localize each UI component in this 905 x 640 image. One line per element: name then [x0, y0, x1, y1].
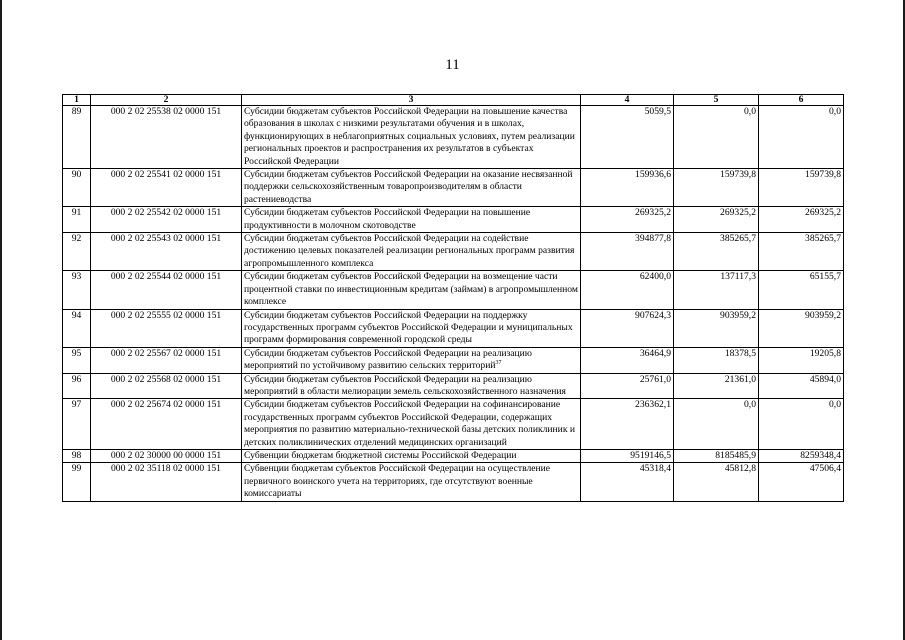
table-row: [63, 271, 844, 309]
value-col6-cell: 159739,8: [759, 169, 844, 207]
value-col6-cell: 0,0: [759, 106, 844, 169]
column-header: 5: [674, 95, 759, 106]
column-header: 2: [91, 95, 242, 106]
value-col5-cell: 903959,2: [674, 309, 759, 347]
budget-code-cell: 000 2 02 25674 02 0000 151: [91, 399, 242, 450]
row-number-cell: 98: [63, 449, 91, 462]
footnote-marker: 37: [495, 359, 502, 366]
value-col4-cell: 236362,1: [581, 399, 674, 450]
row-number-cell: 91: [63, 207, 91, 233]
value-col4-cell: 62400,0: [581, 271, 674, 309]
table-body: [63, 106, 844, 502]
column-header: 1: [63, 95, 91, 106]
value-col6-cell: 269325,2: [759, 207, 844, 233]
value-col5-cell: 137117,3: [674, 271, 759, 309]
table-row: [63, 347, 844, 373]
value-col4-cell: 907624,3: [581, 309, 674, 347]
column-header: 6: [759, 95, 844, 106]
table-row: [63, 309, 844, 347]
description-cell: Субсидии бюджетам субъектов Российской Федерации на поддержку государственных программ субъектов Российской Федерации и муниципальных программ формирования современной городской среды: [242, 309, 581, 347]
value-col5-cell: 8185485,9: [674, 449, 759, 462]
table-row: [63, 207, 844, 233]
row-number-cell: 96: [63, 373, 91, 399]
value-col4-cell: 269325,2: [581, 207, 674, 233]
row-number-cell: 95: [63, 347, 91, 373]
description-cell: Субсидии бюджетам субъектов Российской Федерации на софинансирование государственных программ субъектов Российской Федерации, содержащих мероприятия по развитию материально-технической базы детских поликлиник и детских поликлинических отделений медицинских организаций: [242, 399, 581, 450]
row-number-cell: 94: [63, 309, 91, 347]
value-col6-cell: 19205,8: [759, 347, 844, 373]
page-number: 11: [445, 57, 460, 73]
value-col5-cell: 385265,7: [674, 233, 759, 271]
value-col4-cell: 45318,4: [581, 463, 674, 501]
row-number-cell: 92: [63, 233, 91, 271]
budget-code-cell: 000 2 02 25544 02 0000 151: [91, 271, 242, 309]
description-cell: Субвенции бюджетам субъектов Российской Федерации на осуществление первичного воинского учета на территориях, где отсутствуют военные комиссариаты: [242, 463, 581, 501]
value-col6-cell: 903959,2: [759, 309, 844, 347]
budget-code-cell: 000 2 02 25567 02 0000 151: [91, 347, 242, 373]
budget-code-cell: 000 2 02 25555 02 0000 151: [91, 309, 242, 347]
value-col6-cell: 0,0: [759, 399, 844, 450]
value-col5-cell: 159739,8: [674, 169, 759, 207]
value-col6-cell: 65155,7: [759, 271, 844, 309]
value-col6-cell: 8259348,4: [759, 449, 844, 462]
value-col5-cell: 0,0: [674, 399, 759, 450]
value-col6-cell: 45894,0: [759, 373, 844, 399]
description-cell: Субсидии бюджетам субъектов Российской Федерации на реализацию мероприятий в области мелиорации земель сельскохозяйственного назначения: [242, 373, 581, 399]
table-row: [63, 399, 844, 450]
column-header: 3: [242, 95, 581, 106]
value-col4-cell: 9519146,5: [581, 449, 674, 462]
value-col4-cell: 5059,5: [581, 106, 674, 169]
header-row: [63, 95, 844, 106]
description-cell: Субсидии бюджетам субъектов Российской Федерации на содействие достижению целевых показателей реализации региональных программ развития агропромышленного комплекса: [242, 233, 581, 271]
value-col6-cell: 385265,7: [759, 233, 844, 271]
budget-code-cell: 000 2 02 25543 02 0000 151: [91, 233, 242, 271]
row-number-cell: 93: [63, 271, 91, 309]
description-cell: Субсидии бюджетам субъектов Российской Федерации на повышение продуктивности в молочном скотоводстве: [242, 207, 581, 233]
value-col5-cell: 269325,2: [674, 207, 759, 233]
table-row: [63, 169, 844, 207]
row-number-cell: 99: [63, 463, 91, 501]
value-col6-cell: 47506,4: [759, 463, 844, 501]
table-row: [63, 449, 844, 462]
value-col5-cell: 21361,0: [674, 373, 759, 399]
description-cell: Субсидии бюджетам субъектов Российской Федерации на возмещение части процентной ставки по инвестиционным кредитам (займам) в агропромышленном комплексе: [242, 271, 581, 309]
budget-code-cell: 000 2 02 30000 00 0000 151: [91, 449, 242, 462]
budget-code-cell: 000 2 02 35118 02 0000 151: [91, 463, 242, 501]
table-row: [63, 373, 844, 399]
budget-code-cell: 000 2 02 25538 02 0000 151: [91, 106, 242, 169]
description-cell: Субсидии бюджетам субъектов Российской Федерации на оказание несвязанной поддержки сельскохозяйственным товаропроизводителям в области растениеводства: [242, 169, 581, 207]
budget-code-cell: 000 2 02 25568 02 0000 151: [91, 373, 242, 399]
budget-code-cell: 000 2 02 25542 02 0000 151: [91, 207, 242, 233]
table-row: [63, 463, 844, 501]
value-col5-cell: 45812,8: [674, 463, 759, 501]
budget-table: [62, 94, 844, 502]
description-cell: Субсидии бюджетам субъектов Российской Федерации на повышение качества образования в школах с низкими результатами обучения и в школах, функционирующих в неблагоприятных социальных условиях, путем реализации региональных проектов и распространения их результатов в субъектах Российской Федерации: [242, 106, 581, 169]
description-cell: Субвенции бюджетам бюджетной системы Российской Федерации: [242, 449, 581, 462]
row-number-cell: 97: [63, 399, 91, 450]
value-col4-cell: 159936,6: [581, 169, 674, 207]
row-number-cell: 90: [63, 169, 91, 207]
value-col5-cell: 0,0: [674, 106, 759, 169]
row-number-cell: 89: [63, 106, 91, 169]
description-cell: Субсидии бюджетам субъектов Российской Федерации на реализацию мероприятий по устойчивому развитию сельских территорий$^{37}$: [242, 347, 581, 373]
value-col4-cell: 394877,8: [581, 233, 674, 271]
budget-code-cell: 000 2 02 25541 02 0000 151: [91, 169, 242, 207]
column-header: 4: [581, 95, 674, 106]
value-col4-cell: 25761,0: [581, 373, 674, 399]
value-col4-cell: 36464,9: [581, 347, 674, 373]
value-col5-cell: 18378,5: [674, 347, 759, 373]
table-row: [63, 233, 844, 271]
table-row: [63, 106, 844, 169]
